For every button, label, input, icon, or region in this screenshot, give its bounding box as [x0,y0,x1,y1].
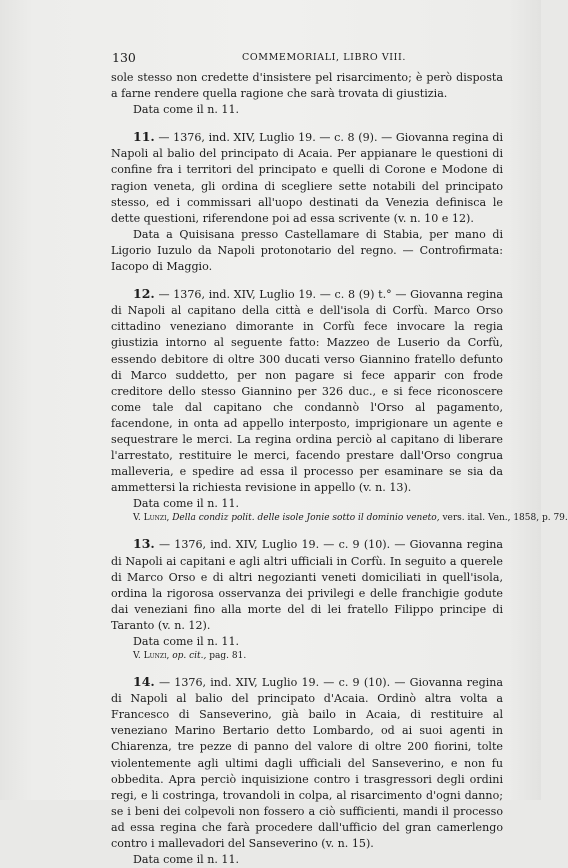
entry-date: Data come il n. 11. [133,497,240,511]
note-rest: pag. 81. [209,651,247,662]
entry-13 [111,536,503,663]
page-number: 130 [112,50,136,65]
continuation-text: sole stesso non credette d'insistere pel risarcimento; è però disposta a farne rendere quella ragione che sarà trovata di giustizia. [111,71,503,101]
continuation-date: Data come il n. 11. [133,103,240,117]
entry-number: 12. [133,286,155,302]
entry-body: — 1376, ind. XIV, Luglio 19. — c. 8 (9) t.° — Giovanna regina di Napoli al capitano della città e dell'isola di Corfù. Marco Orso cittadino veneziano dimorante in Corfù fece invocare la regia giustizia intorno al seguente fatto: Mazzeo de Luserio da Corfù, essendo debitore di oltre 300 ducati verso Giannino fratello defunto di Marco suddetto, per non pagare si fece apparir con frode creditore dello stesso Giannino per 326 duc., e si fece riconoscere come tale dal capitano che condannò l'Orso al pagamento, facendone, in onta ad appello interposto, imprigionare un agente e sequestrare le merci. La regina ordina perciò al capitano di liberare l'arrestato, restituire le merci, facendo prestare dall'Orso congrua malleveria, e spedire ad essa il processo per esaminare se sia da ammettersi la richiesta revisione in appello (v. n. 13). [111,288,503,495]
entry-date: Data come il n. 11. [133,635,240,648]
entry-body: — 1376, ind. XIV, Luglio 19. — c. 8 (9). — Giovanna regina di Napoli al balio del principato di Acaia. Per appianare le questioni di confine fra i territori del principato e quelli di Corone e Modone di ragion veneta, gli ordina di scegliere sette notabili del principato stesso, ed i commissari all'uopo destinati da Venezia definisca le dette questioni, riferendone poi ad essa scrivente (v. n. 10 e 12). [111,131,503,225]
bibliographic-note [111,650,503,663]
entry-number: 11. [133,129,155,145]
entry-14 [111,674,503,868]
entry-11-text [111,129,503,227]
entry-body: — 1376, ind. XIV, Luglio 19. — c. 9 (10). — Giovanna regina di Napoli ai capitani e agli altri ufficiali in Corfù. In seguito a querele di Marco Orso e di altri negozianti veneti domiciliati in quell'isola, ordina la rigorosa osservanza dei privilegi e delle franchigie godute dai veneziani fino alla morte del di lei fratello Filippo principe di Taranto (v. n. 12). [111,538,503,632]
running-title: COMMEMORIALI, LIBRO VIII. [242,52,406,63]
entry-12 [111,286,568,525]
entry-number: 14. [133,674,155,690]
entry-13-text [111,536,503,634]
entry-body: — 1376, ind. XIV, Luglio 19. — c. 9 (10). — Giovanna regina di Napoli al balio del principato d'Acaia. Ordinò altra volta a Francesco di Sanseverino, già bailo in Acaia, di restituire al veneziano Marino Bertario detto Lombardo, od ai suoi agenti in Chiarenza, tre pezze di panno del valore di oltre 200 fiorini, tolte violentemente agli ultimi dagli ufficiali del Sanseverino, e non fu obbedita. Apra perciò inquisizione contro i trasgressori degli ordini regi, e li costringa, trovandoli in colpa, al risarcimento d'ogni danno; se i beni dei colpevoli non fossero a ciò sufficienti, mandi il processo ad essa regina che farà procedere dall'ufficio del gran camerlengo contro i mallevadori del Sanseverino (v. n. 15). [111,676,503,851]
entry-12-text [111,286,503,496]
page-body [111,70,568,868]
entry-date: Data a Quisisana presso Castellamare di Stabia, per mano di Ligorio Iuzulo da Napoli protonotario del regno. — Controfirmata: Iacopo di Maggio. [111,227,503,274]
entry-date: Data come il n. 11. [133,853,240,867]
page-header [112,50,500,66]
entry-14-text [111,674,503,852]
note-rest: vers. ital. Ven., 1858, p. 79. [442,513,568,524]
note-title: op. cit., [172,651,207,662]
note-title: Della condiz polit. delle isole Jonie sotto il dominio veneto, [172,513,440,524]
entry-11 [111,129,503,275]
entry-number: 13. [133,536,155,552]
note-author: V. Lunzi, [133,651,170,662]
note-author: V. Lunzi, [133,513,170,524]
bibliographic-note [111,512,568,525]
